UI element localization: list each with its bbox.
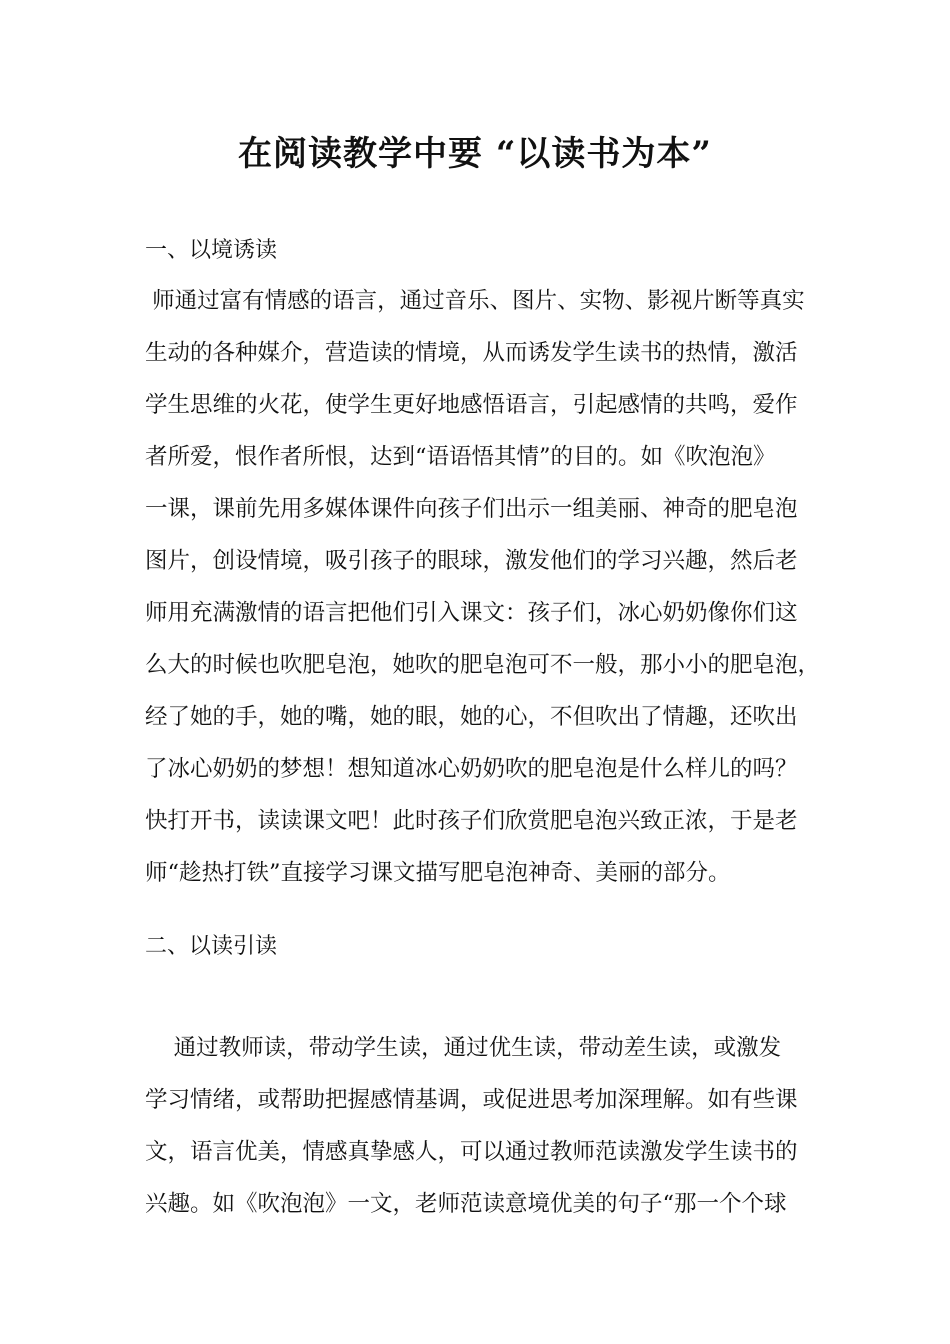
paragraph-line: 师用充满激情的语言把他们引入课文：孩子们，冰心奶奶像你们这 <box>145 600 798 626</box>
section-heading-2: 二、以读引读 <box>145 934 278 959</box>
paragraph-line: 者所爱，恨作者所恨，达到“语语悟其情”的目的。如《吹泡泡》 <box>145 444 776 470</box>
paragraph-line: 快打开书，读读课文吧！此时孩子们欣赏肥皂泡兴致正浓，于是老 <box>145 808 798 834</box>
paragraph-line: 了冰心奶奶的梦想！想知道冰心奶奶吹的肥皂泡是什么样儿的吗？ <box>145 756 798 782</box>
paragraph-line: 师通过富有情感的语言，通过音乐、图片、实物、影视片断等真实 <box>145 288 805 314</box>
paragraph-line: 通过教师读，带动学生读，通过优生读，带动差生读，或激发 <box>145 1035 782 1061</box>
paragraph-line: 图片，创设情境，吸引孩子的眼球，激发他们的学习兴趣，然后老 <box>145 548 798 574</box>
section-1-paragraph <box>145 275 825 899</box>
paragraph-line: 一课，课前先用多媒体课件向孩子们出示一组美丽、神奇的肥皂泡 <box>145 496 798 522</box>
paragraph-line: 文，语言优美，情感真挚感人，可以通过教师范读激发学生读书的 <box>145 1139 798 1165</box>
section-2-paragraph <box>145 1022 825 1230</box>
paragraph-line: 兴趣。如《吹泡泡》一文，老师范读意境优美的句子“那一个个球 <box>145 1191 787 1217</box>
document-title: 在阅读教学中要 “以读书为本” <box>238 134 712 174</box>
paragraph-line: 生动的各种媒介，营造读的情境，从而诱发学生读书的热情，激活 <box>145 340 798 366</box>
section-heading-1: 一、以境诱读 <box>145 238 278 263</box>
paragraph-line: 学习情绪，或帮助把握感情基调，或促进思考加深理解。如有些课 <box>145 1087 798 1113</box>
paragraph-line: 师“趁热打铁”直接学习课文描写肥皂泡神奇、美丽的部分。 <box>145 860 731 886</box>
paragraph-line: 经了她的手，她的嘴，她的眼，她的心，不但吹出了情趣，还吹出 <box>145 704 798 730</box>
paragraph-line: 么大的时候也吹肥皂泡，她吹的肥皂泡可不一般，那小小的肥皂泡， <box>145 652 821 678</box>
paragraph-line: 学生思维的火花，使学生更好地感悟语言，引起感情的共鸣，爱作 <box>145 392 798 418</box>
